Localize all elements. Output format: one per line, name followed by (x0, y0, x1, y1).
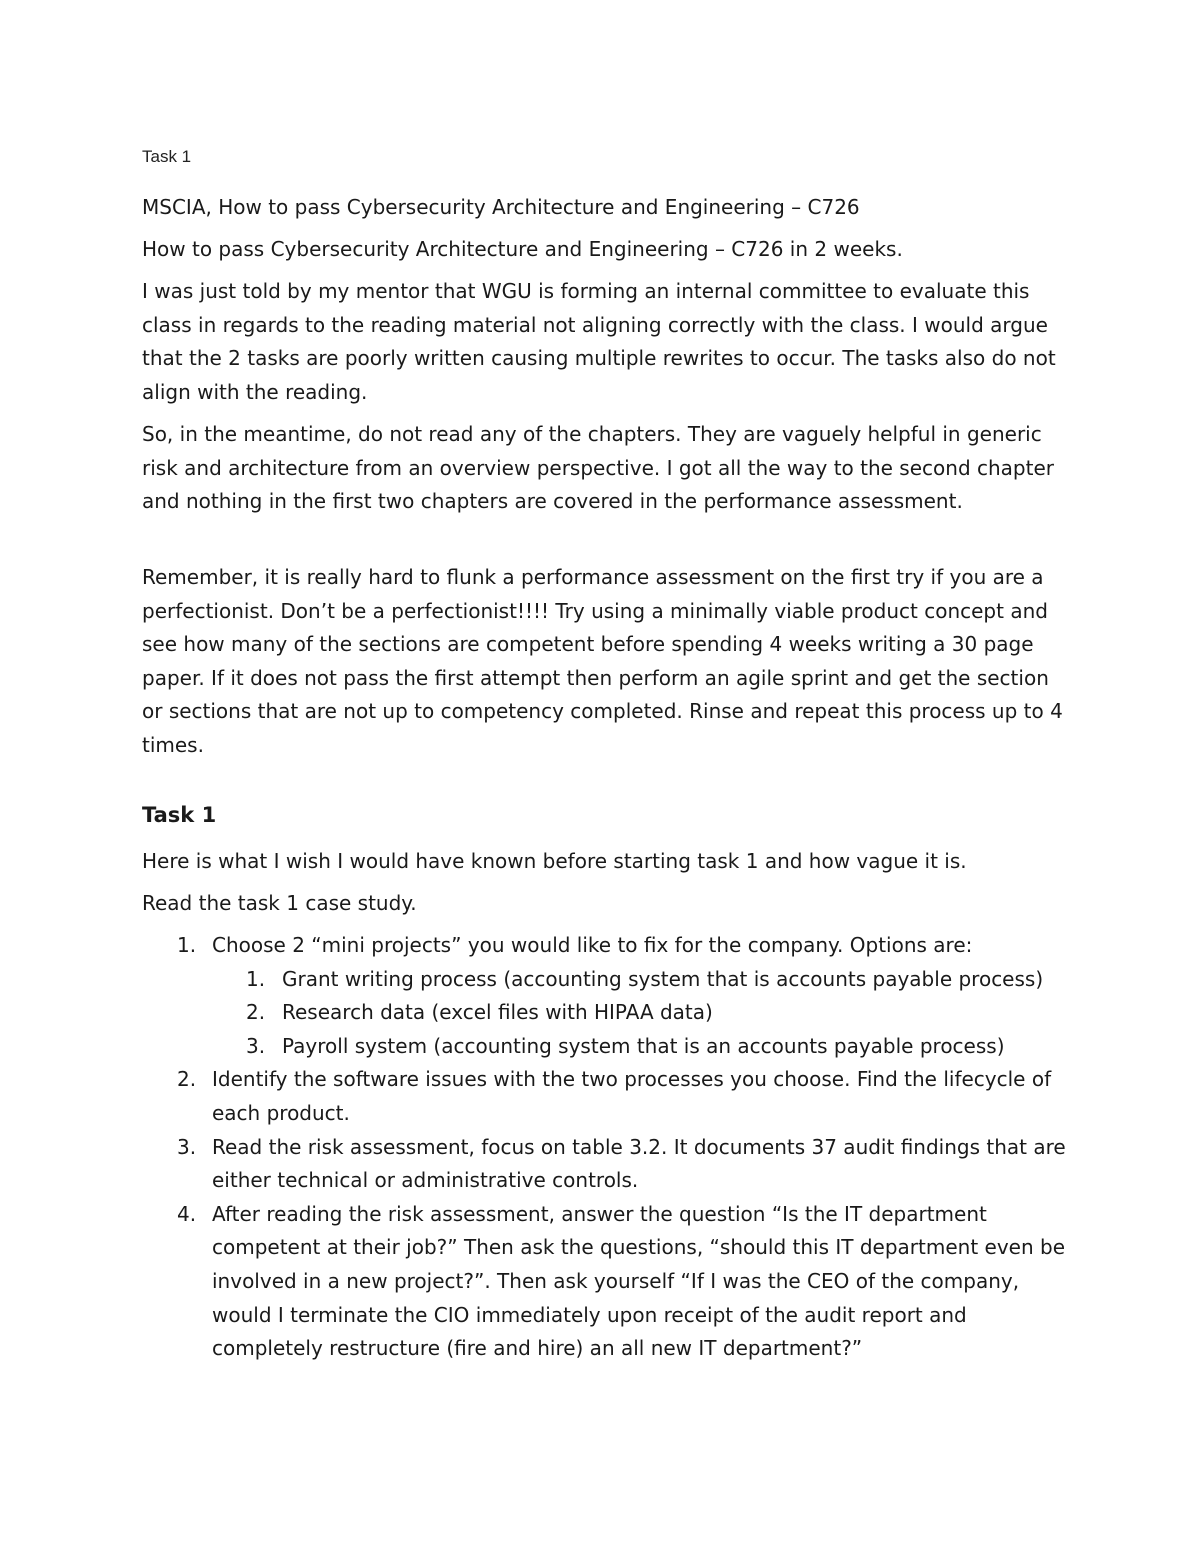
list-number: 2. (246, 1000, 266, 1025)
options-sublist (212, 963, 1072, 1064)
list-item-text: Payroll system (accounting system that is an accounts payable process) (282, 1033, 1005, 1058)
list-number: 4. (177, 1201, 197, 1226)
list-item-text: Research data (excel files with HIPAA data) (282, 1000, 713, 1025)
list-number: 3. (177, 1134, 197, 1159)
document-small-title: Task 1 (142, 147, 192, 166)
list-item (142, 1198, 1072, 1366)
article-subtitle: How to pass Cybersecurity Architecture and Engineering – C726 in 2 weeks. (142, 237, 903, 261)
list-item (212, 1030, 1072, 1064)
list-item-text: Choose 2 “mini projects” you would like to fix for the company. Options are: (212, 933, 973, 957)
perfectionist-paragraph: Remember, it is really hard to flunk a performance assessment on the first try if you are a perfectionist. Don’t be a perfectionist!!!! Try using a minimally viable product concept and see how many of the sections are competent before spending 4 weeks writing a 30 page paper. If it does not pass the first attempt then perform an agile sprint and get the section or sections that are not up to competency completed. Rinse and repeat this process up to 4 times. (142, 565, 1063, 757)
document-page (142, 0, 1072, 1553)
list-item (212, 996, 1072, 1030)
list-item-text: After reading the risk assessment, answer the question “Is the IT department competent at their job?” Then ask the questions, “should this IT department even be involved in a new project?”. Then ask yourself “If I was the CEO of the company, would I terminate the CIO immediately upon receipt of the audit report and completely restructure (fire and hire) an all new IT department?” (212, 1201, 1065, 1361)
list-item (142, 929, 1072, 1063)
list-number: 2. (177, 1067, 197, 1092)
task1-intro-line: Here is what I wish I would have known before starting task 1 and how vague it is. (142, 849, 967, 873)
list-number: 3. (246, 1033, 266, 1058)
task1-read-line: Read the task 1 case study. (142, 891, 417, 915)
list-item (142, 1131, 1072, 1198)
intro-paragraph: I was just told by my mentor that WGU is forming an internal committee to evaluate this class in regards to the reading material not aligning correctly with the class. I would argue that the 2 tasks are poorly written causing multiple rewrites to occur. The tasks also do not align with the reading. (142, 279, 1056, 404)
task1-heading: Task 1 (142, 803, 217, 827)
list-number: 1. (246, 966, 266, 991)
list-item (212, 963, 1072, 997)
article-title: MSCIA, How to pass Cybersecurity Architecture and Engineering – C726 (142, 195, 860, 219)
list-item (142, 1063, 1072, 1130)
list-item-text: Identify the software issues with the two processes you choose. Find the lifecycle of each product. (212, 1067, 1052, 1125)
task1-steps-list (142, 929, 1072, 1366)
list-item-text: Read the risk assessment, focus on table 3.2. It documents 37 audit findings that are either technical or administrative controls. (212, 1134, 1066, 1193)
list-number: 1. (177, 933, 197, 957)
chapters-paragraph: So, in the meantime, do not read any of the chapters. They are vaguely helpful in generic risk and architecture from an overview perspective. I got all the way to the second chapter and nothing in the first two chapters are covered in the performance assessment. (142, 422, 1054, 514)
list-item-text: Grant writing process (accounting system that is accounts payable process) (282, 966, 1044, 991)
